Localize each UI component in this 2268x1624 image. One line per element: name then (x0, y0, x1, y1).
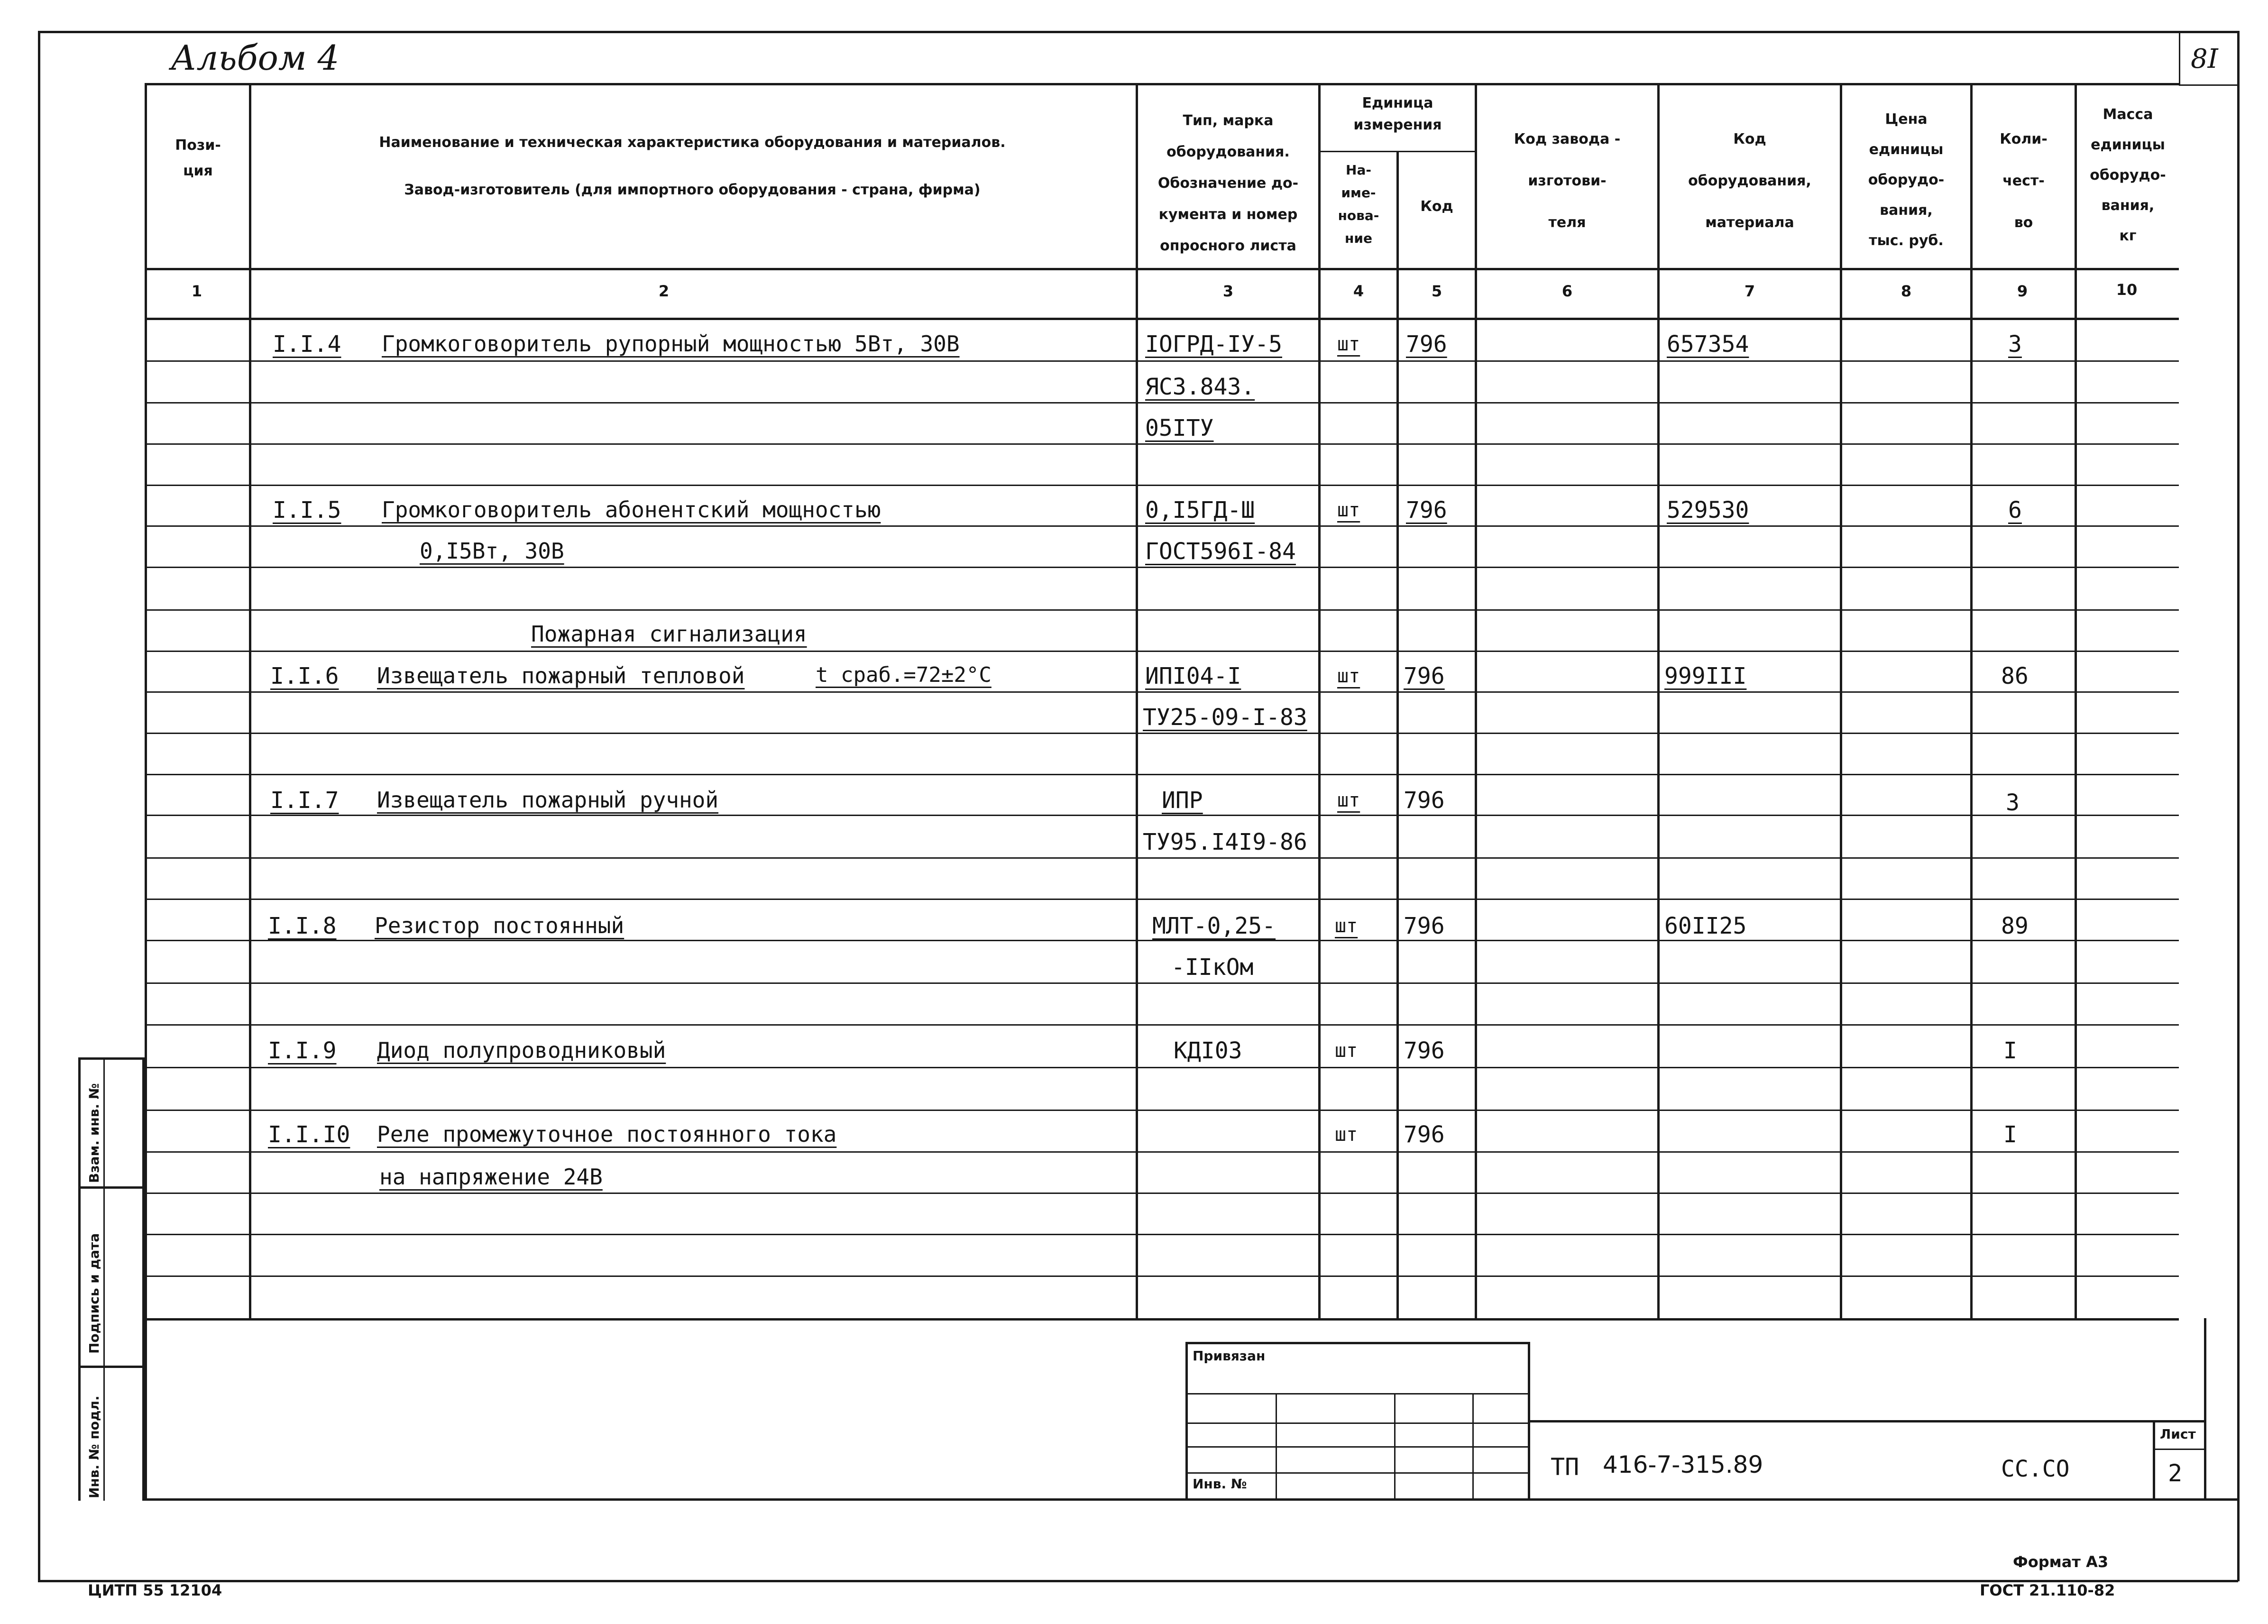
title-block-divider (1529, 1420, 2205, 1422)
header-factory-code: Код завода - изготови- теля (1514, 131, 1621, 231)
row-line (145, 1275, 2179, 1277)
header-price: Цена единицы оборудо- вания, тыс. руб. (1868, 111, 1945, 249)
col-line-4 (1396, 151, 1399, 1318)
row-type: МЛТ-0,25- (1152, 913, 1276, 939)
col-line-5 (1475, 83, 1477, 1318)
row-unit: шт (1337, 499, 1360, 521)
privyazan-box-line (1185, 1446, 1529, 1448)
header-quantity: Коли- чест- во (2000, 131, 2048, 231)
row-code: 796 (1404, 787, 1445, 814)
side-stamp-podpis-data: Подпись и дата (86, 1233, 102, 1354)
row-line (145, 525, 2179, 527)
row-type: ТУ95.I4I9-86 (1143, 829, 1307, 855)
row-code: 796 (1406, 331, 1447, 358)
row-line (145, 443, 2179, 445)
sheet-box-divider (2153, 1449, 2205, 1450)
sheet-box-left (2153, 1420, 2155, 1498)
table-top-border (145, 83, 2179, 85)
column-number: 3 (1222, 282, 1234, 300)
row-line (145, 485, 2179, 486)
row-line (145, 815, 2179, 816)
row-line (145, 1067, 2179, 1068)
outer-top-border (38, 31, 2238, 33)
privyazan-box-left (1185, 1342, 1188, 1498)
side-stamp-divider (78, 1366, 145, 1368)
col-line-0 (145, 83, 147, 1498)
row-line (145, 1110, 2179, 1111)
row-line (145, 609, 2179, 611)
privyazan-box-line (1185, 1393, 1529, 1395)
row-qty: 86 (2001, 663, 2029, 689)
outer-bottom-border (38, 1580, 2238, 1582)
row-line (145, 691, 2179, 693)
doc-mark: СС.СО (2001, 1456, 2070, 1482)
row-line (145, 857, 2179, 859)
side-stamp-divider (78, 1186, 145, 1189)
row-type: ЯС3.843. (1145, 374, 1255, 400)
row-qty: I (2003, 1121, 2017, 1148)
row-line (145, 567, 2179, 568)
row-line (145, 774, 2179, 775)
outer-left-border (38, 31, 40, 1581)
side-stamp-vzam-inv: Взам. инв. № (86, 1083, 102, 1183)
row-type: ТУ25-09-I-83 (1143, 704, 1307, 731)
row-type: ГОСТ596I-84 (1145, 538, 1296, 565)
row-position: I.I.4 (273, 331, 341, 358)
row-qty: 3 (2008, 331, 2022, 358)
row-name: Громкоговоритель рупорный мощностью 5Вт, 30В (382, 331, 960, 357)
col-line-9 (2075, 83, 2077, 1318)
column-number: 6 (1561, 282, 1573, 300)
footer-publisher: ЦИТП 55 12104 (88, 1581, 222, 1599)
footer-format: Формат А3 (2013, 1553, 2109, 1571)
privyazan-box-col (1472, 1393, 1474, 1498)
row-line (145, 1151, 2179, 1153)
column-number: 1 (191, 282, 202, 300)
header-mass: Масса единицы оборудо- вания, кг (2090, 106, 2166, 244)
title-block-bottom (142, 1498, 2238, 1501)
row-eq-code: 60II25 (1664, 913, 1747, 939)
page-number-box-left (2179, 31, 2180, 85)
row-eq-code: 657354 (1667, 331, 1749, 358)
row-type: IОГРД-IУ-5 (1145, 331, 1282, 358)
row-line (145, 1234, 2179, 1235)
header-type-mark: Тип, марка оборудования. Обозначение до- кумента и номер опросного листа (1157, 112, 1299, 254)
header-bottom-border (145, 268, 2179, 270)
side-stamp-inv-podl: Инв. № подл. (86, 1395, 102, 1498)
row-name: Извещатель пожарный тепловой (377, 663, 745, 688)
header-name-line2: Завод-изготовитель (для импортного оборудования - страна, фирма) (404, 182, 981, 198)
table-bottom-border (145, 1318, 2179, 1321)
row-code: 796 (1404, 913, 1445, 939)
row-line (145, 1024, 2179, 1026)
row-eq-code: 529530 (1667, 497, 1749, 523)
row-name: Громкоговоритель абонентский мощностью (382, 497, 881, 523)
inv-no-label: Инв. № (1193, 1476, 1247, 1492)
header-unit-name: На- име- нова- ние (1338, 162, 1379, 246)
privyazan-box-col (1394, 1393, 1396, 1498)
privyazan-label: Привязан (1193, 1348, 1266, 1364)
row-code: 796 (1406, 497, 1447, 523)
row-line (145, 360, 2179, 362)
row-code: 796 (1404, 663, 1445, 689)
row-position: I.I.I0 (268, 1121, 350, 1148)
column-numbers-bottom-border (145, 318, 2179, 320)
row-qty: 6 (2008, 497, 2022, 523)
sheet-number: 2 (2168, 1459, 2183, 1487)
row-type: 05IТУ (1145, 415, 1214, 441)
header-equipment-code: Код оборудования, материала (1688, 131, 1811, 231)
album-title: Альбом 4 (171, 38, 340, 78)
row-type: КДI03 (1174, 1037, 1242, 1064)
row-qty: 89 (2001, 913, 2029, 939)
row-eq-code: 999III (1664, 663, 1747, 689)
row-line (145, 899, 2179, 900)
side-stamp-top (78, 1057, 145, 1060)
column-number: 8 (1901, 282, 1912, 300)
header-unit-group: Единица измерения (1353, 95, 1442, 133)
unit-group-divider (1318, 151, 1475, 152)
privyazan-box-col (1276, 1393, 1277, 1498)
outer-right-border (2237, 31, 2240, 1581)
page-number-box-bottom (2179, 84, 2238, 86)
col-line-3 (1318, 83, 1321, 1318)
row-position: I.I.6 (270, 663, 339, 689)
privyazan-box-right (1528, 1342, 1530, 1498)
col-line-7 (1840, 83, 1842, 1318)
column-number: 4 (1353, 282, 1364, 300)
column-number: 10 (2116, 281, 2138, 299)
footer-gost: ГОСТ 21.110-82 (1980, 1581, 2115, 1599)
row-unit: шт (1337, 665, 1360, 687)
col-line-2 (1136, 83, 1138, 1318)
row-line (145, 733, 2179, 734)
row-line (145, 1193, 2179, 1194)
row-line (145, 982, 2179, 984)
row-qty: I (2003, 1037, 2017, 1064)
row-name: 0,I5Вт, 30В (420, 538, 564, 564)
sheet-label: Лист (2160, 1426, 2196, 1442)
row-unit: шт (1337, 333, 1360, 355)
header-unit-code: Код (1420, 198, 1453, 215)
row-name: Диод полупроводниковый (377, 1037, 666, 1063)
privyazan-box-line (1185, 1472, 1529, 1474)
column-number: 5 (1431, 282, 1442, 300)
row-name: на напряжение 24В (379, 1164, 603, 1190)
row-line (145, 651, 2179, 652)
row-position: I.I.5 (273, 497, 341, 523)
doc-code: 416-7-315.89 (1603, 1451, 1763, 1478)
row-code: 796 (1404, 1037, 1445, 1064)
col-line-8 (1970, 83, 1973, 1318)
row-name: Реле промежуточное постоянного тока (377, 1121, 837, 1147)
row-unit: шт (1335, 915, 1358, 937)
doc-code-prefix: ТП (1551, 1453, 1579, 1481)
row-unit: шт (1337, 789, 1360, 811)
section-title: Пожарная сигнализация (531, 621, 807, 647)
row-type: ИПР (1162, 787, 1203, 814)
row-position: I.I.8 (268, 913, 337, 939)
row-line (145, 402, 2179, 404)
column-number: 2 (658, 282, 670, 300)
row-code: 796 (1404, 1121, 1445, 1148)
header-name-line1: Наименование и техническая характеристика оборудования и материалов. (379, 134, 1006, 151)
row-name-extra: t сраб.=72±2°С (816, 663, 992, 687)
privyazan-box-top (1185, 1342, 1529, 1344)
row-name: Извещатель пожарный ручной (377, 787, 719, 813)
col-line-1 (249, 83, 251, 1318)
row-name: Резистор постоянный (375, 913, 624, 938)
header-position: Пози- ция (175, 137, 221, 179)
column-number: 9 (2017, 282, 2028, 300)
privyazan-box-line (1185, 1422, 1529, 1424)
row-line (145, 940, 2179, 941)
row-position: I.I.9 (268, 1037, 337, 1064)
side-stamp-left (78, 1057, 81, 1501)
side-stamp-right (142, 1057, 145, 1501)
row-qty: 3 (2006, 789, 2020, 816)
row-position: I.I.7 (270, 787, 339, 814)
page-number: 8I (2191, 44, 2218, 74)
title-block-right-edge (2204, 1318, 2206, 1498)
row-type: -IIкОм (1171, 954, 1254, 981)
row-type: ИПI04-I (1145, 663, 1241, 689)
row-unit: шт (1335, 1040, 1358, 1062)
column-number: 7 (1744, 282, 1755, 300)
side-stamp-inner (103, 1057, 105, 1501)
row-unit: шт (1335, 1124, 1358, 1146)
row-type: 0,I5ГД-Ш (1145, 497, 1255, 523)
col-line-6 (1657, 83, 1660, 1318)
